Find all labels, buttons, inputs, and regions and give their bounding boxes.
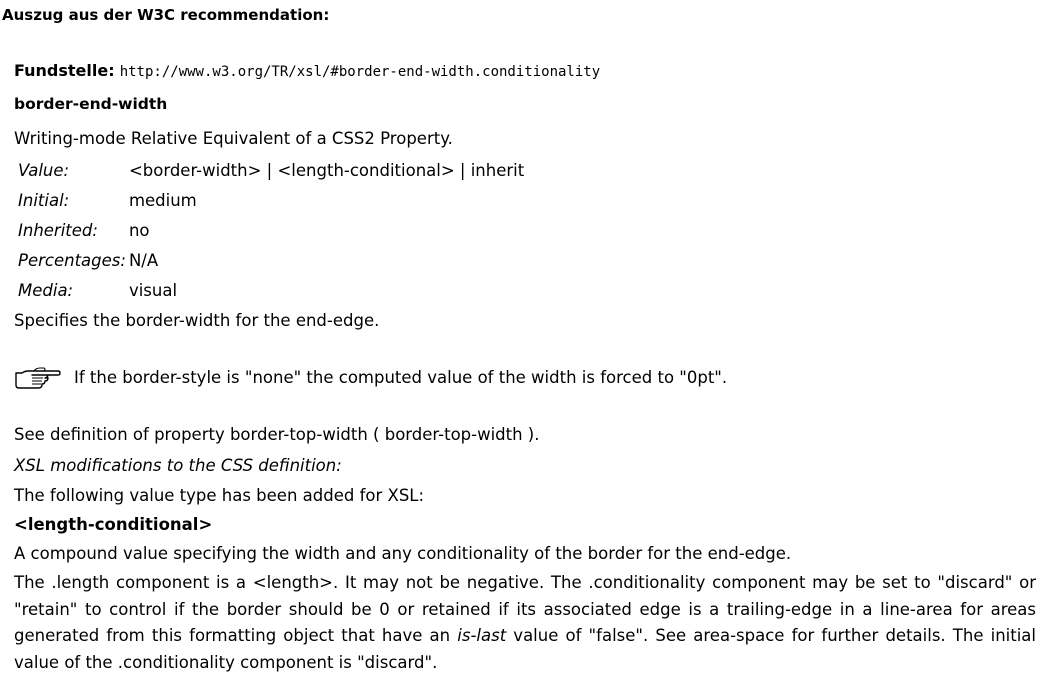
table-row xyxy=(14,216,524,246)
table-row xyxy=(14,186,524,216)
property-value: no xyxy=(128,221,150,240)
recommendation-excerpt xyxy=(14,58,1036,676)
source-label: Fundstelle: xyxy=(14,61,115,80)
source-line xyxy=(14,58,1036,86)
property-description: Writing-mode Relative Equivalent of a CSS2 Property. xyxy=(14,129,453,148)
property-key: Media: xyxy=(18,281,74,300)
compound-description: A compound value specifying the width and any conditionality of the border for the end-edge. xyxy=(14,544,792,563)
length-component-paragraph xyxy=(14,570,1036,676)
property-value: N/A xyxy=(128,251,159,270)
note-text: If the border-style is "none" the computed value of the width is forced to "0pt". xyxy=(74,367,728,387)
property-key: Percentages: xyxy=(18,251,126,270)
property-key: Value: xyxy=(18,161,70,180)
note xyxy=(14,364,1036,390)
property-key: Initial: xyxy=(18,191,70,210)
property-table xyxy=(14,156,524,306)
paragraph-text: value of "false". See area-space for further details. The initial value of the .conditionality component is "discard". xyxy=(14,626,1036,672)
is-last-term: is-last xyxy=(457,626,507,645)
property-key: Inherited: xyxy=(18,221,98,240)
table-row xyxy=(14,246,524,276)
page-heading: Auszug aus der W3C recommendation: xyxy=(2,6,330,24)
pointing-hand-icon xyxy=(14,364,62,390)
xsl-modifications-heading: XSL modifications to the CSS definition: xyxy=(14,456,342,475)
specifies-text: Specifies the border-width for the end-edge. xyxy=(14,311,380,330)
property-value: medium xyxy=(128,191,197,210)
paragraph-text: The .length component is a <length>. It may not be negative. The .conditionality component may be set to "discard" or "retain" to control if the border should be 0 or retained if its associated edge is a trailing-edge in a line-area for areas generated from this formatting object that have an xyxy=(14,573,1036,645)
property-name: border-end-width xyxy=(14,95,168,113)
see-definition-text: See definition of property border-top-width ( border-top-width ). xyxy=(14,425,540,444)
table-row xyxy=(14,156,524,186)
property-value: <border-width> | <length-conditional> | inherit xyxy=(128,161,525,180)
added-value-type-text: The following value type has been added for XSL: xyxy=(14,486,425,505)
property-value: visual xyxy=(128,281,178,300)
value-type-name: <length-conditional> xyxy=(14,515,213,534)
source-url: http://www.w3.org/TR/xsl/#border-end-width.conditionality xyxy=(119,64,601,80)
table-row xyxy=(14,276,524,306)
